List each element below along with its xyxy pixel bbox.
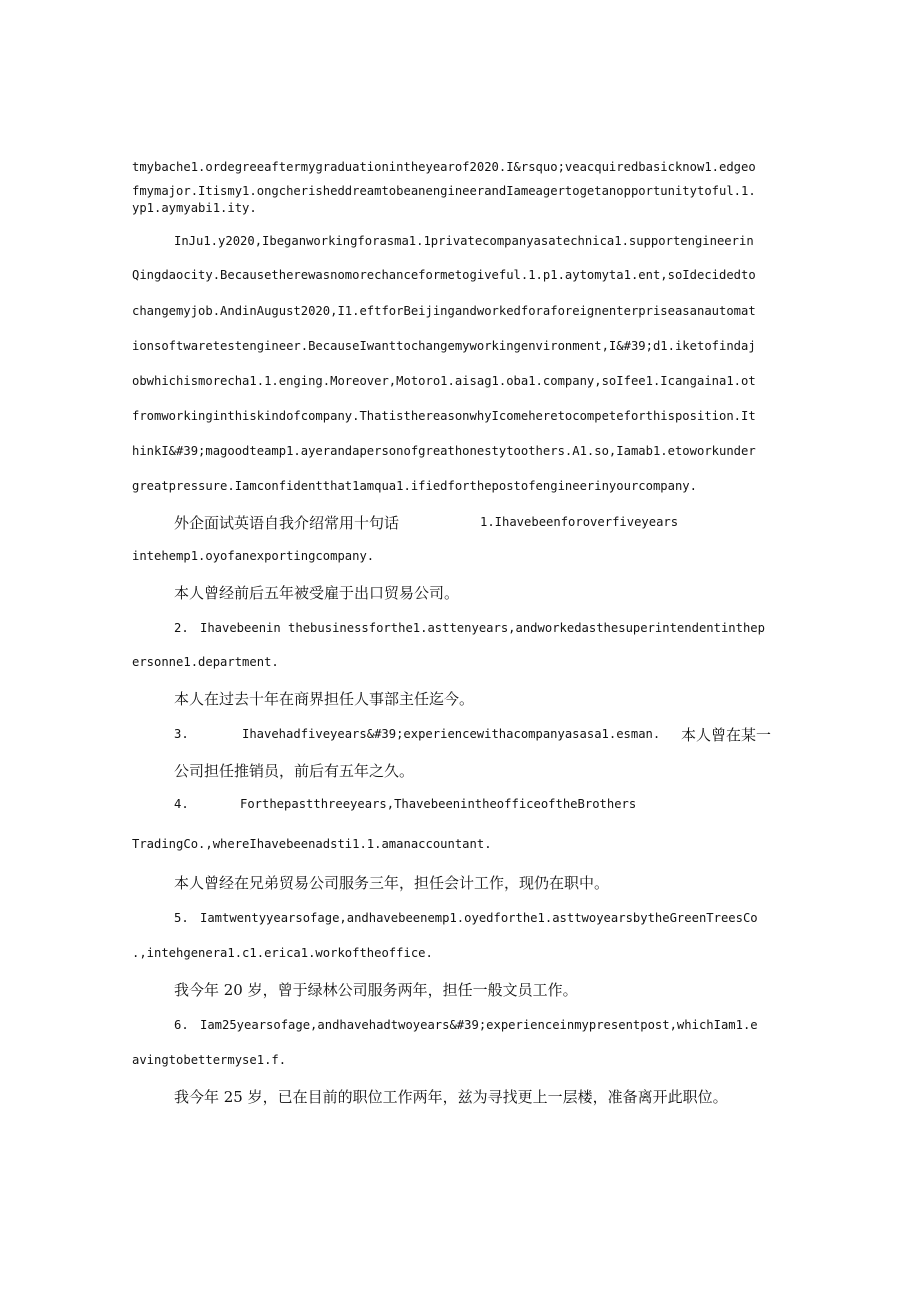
sentence-3-cn-a: 本人曾在某一 <box>681 726 772 744</box>
sentence-1-en-a: 1.Ihavebeenforoverfiveyears <box>480 515 679 529</box>
sentence-2-number: 2. <box>174 621 189 635</box>
paragraph-1-line-1: tmybache1.ordegreeaftermygraduationintheyearof2020.I&rsquo;veacquiredbasicknow1.edgeo <box>132 160 756 174</box>
sentence-3-cn-b: 公司担任推销员，前后有五年之久。 <box>174 762 415 780</box>
sentence-4-en-b: TradingCo.,whereIhavebeenadsti1.1.amanaccountant. <box>132 837 492 851</box>
paragraph-2-line-3: changemyjob.AndinAugust2020,I1.eftforBeijingandworkedforaforeignenterpriseasanautomat <box>132 304 756 318</box>
paragraph-1-line-2: fmymajor.Itismy1.ongcherisheddreamtobeanengineerandIameagertogetanopportunitytoful.1. <box>132 184 756 198</box>
paragraph-2-line-6: fromworkinginthiskindofcompany.ThatisthereasonwhyIcomeheretocompeteforthisposition.It <box>132 409 756 423</box>
sentence-6-en-b: avingtobettermyse1.f. <box>132 1053 287 1067</box>
paragraph-2-line-7: hinkI&#39;magoodteamp1.ayerandapersonofgreathonestytoothers.A1.so,Iamab1.etoworkunder <box>132 444 756 458</box>
sentence-1-cn: 本人曾经前后五年被受雇于出口贸易公司。 <box>174 584 460 602</box>
paragraph-1-line-3: yp1.aymyabi1.ity. <box>132 201 257 215</box>
sentence-2-cn: 本人在过去十年在商界担任人事部主任迄今。 <box>174 690 475 708</box>
sentence-5-en-a: Iamtwentyyearsofage,andhavebeenemp1.oyedforthe1.asttwoyearsbytheGreenTreesCo <box>200 911 758 925</box>
sentence-4-en-a: Forthepastthreeyears,ThavebeenintheofficeoftheBrothers <box>240 797 637 811</box>
paragraph-2-line-2: Qingdaocity.Becausetherewasnomorechanceformetogiveful.1.p1.aytomyta1.ent,soIdecidedto <box>132 268 756 282</box>
sentence-6-cn: 我今年 25 岁，已在目前的职位工作两年，兹为寻找更上一层楼，准备离开此职位。 <box>174 1088 728 1106</box>
sentence-3-en: Ihavehadfiveyears&#39;experiencewithacompanyasasa1.esman. <box>242 727 661 741</box>
paragraph-2-line-5: obwhichismorecha1.1.enging.Moreover,Motoro1.aisag1.oba1.company,soIfee1.Icangaina1.ot <box>132 374 756 388</box>
sentence-6-en-a: Iam25yearsofage,andhavehadtwoyears&#39;experienceinmypresentpost,whichIam1.e <box>200 1018 758 1032</box>
sentence-3-number: 3. <box>174 727 189 741</box>
sentence-2-en-a: Ihavebeenin thebusinessforthe1.asttenyears,andworkedasthesuperintendentinthep <box>200 621 765 635</box>
sentence-6-number: 6. <box>174 1018 189 1032</box>
paragraph-2-line-8: greatpressure.Iamconfidentthat1amqua1.ifiedforthepostofengineerinyourcompany. <box>132 479 697 493</box>
sentence-1-en-b: intehemp1.oyofanexportingcompany. <box>132 549 375 563</box>
section-heading: 外企面试英语自我介绍常用十句话 <box>174 514 400 532</box>
sentence-5-en-b: .,intehgenera1.c1.erica1.workoftheoffice. <box>132 946 433 960</box>
paragraph-2-line-1: InJu1.y2020,Ibeganworkingforasma1.1privatecompanyasatechnica1.supportengineerin <box>174 234 754 248</box>
sentence-2-en-b: ersonne1.department. <box>132 655 279 669</box>
sentence-4-cn: 本人曾经在兄弟贸易公司服务三年，担任会计工作，现仍在职中。 <box>174 874 610 892</box>
paragraph-2-line-4: ionsoftwaretestengineer.BecauseIwanttochangemyworkingenvironment,I&#39;d1.iketofindaj <box>132 339 756 353</box>
sentence-5-number: 5. <box>174 911 189 925</box>
sentence-4-number: 4. <box>174 797 189 811</box>
sentence-5-cn: 我今年 20 岁，曾于绿林公司服务两年，担任一般文员工作。 <box>174 981 578 999</box>
